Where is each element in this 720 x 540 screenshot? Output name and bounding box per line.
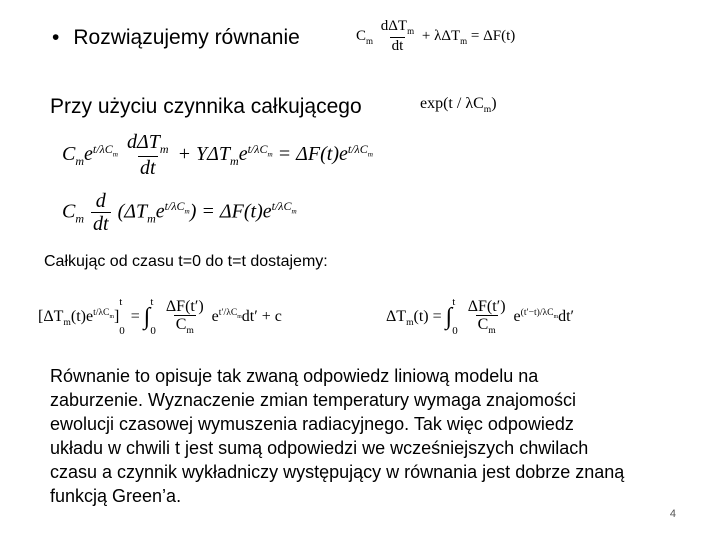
integrating-factor-text: Przy użyciu czynnika całkującego — [50, 95, 362, 118]
bullet-text: Rozwiązujemy równanie — [73, 26, 300, 49]
equation-solution: $\Delta T_m(t)$ = ∫ t 0 $\frac{\Delta F(t')}{C_m}$ $e^{(t'-t)/\lambda C_m}dt'$ — [386, 296, 575, 338]
equation-derivative-form: $C_m$ $\frac{d}{dt}$ $(\Delta T_me^{t/\lambda C_m}) = \Delta F(t)e^{t/\lambda C_m}$ — [62, 190, 297, 235]
bullet-item — [52, 26, 300, 50]
equation-integrating-factor: $\exp(t / \lambda C_m)$ — [420, 95, 497, 116]
equation-energy-balance: $C_m$ $\frac{d\Delta T_m}{dt}$ + λΔT$_m$ = ΔF(t) — [356, 18, 516, 54]
equation-multiplied: $C_me^{t/\lambda C_m}$ $\frac{d\Delta T_m}{dt}$ + $Y\Delta T_me^{t/\lambda C_m} = \Delta F(t)e^{t/\lambda C_m}$ — [62, 131, 373, 180]
integrating-text: Całkując od czasu t=0 do t=t dostajemy: — [44, 253, 328, 270]
page-number: 4 — [669, 508, 676, 520]
bullet-dot: • — [52, 26, 60, 49]
explanation-paragraph: Równanie to opisuje tak zwaną odpowiedz liniową modelu na zaburzenie. Wyznaczenie zmian temperatury wymaga znajomości ewolucji czasowej wymuszenia radiacyjnego. Tak więc odpowiedz układu w chwili t jest sumą odpowiedzi we wcześniejszych chwilach czasu a czynnik wykładniczy występujący w równania jest dobrze znaną funkcją Green’a. — [50, 366, 625, 506]
equation-integrated: $[\Delta T_m(t)e^{t/\lambda C_m}]$ t 0 = ∫ t 0 $\frac{\Delta F(t')}{C_m}$ $e^{t'/\lambda C_m}dt' + c$ — [38, 296, 282, 338]
